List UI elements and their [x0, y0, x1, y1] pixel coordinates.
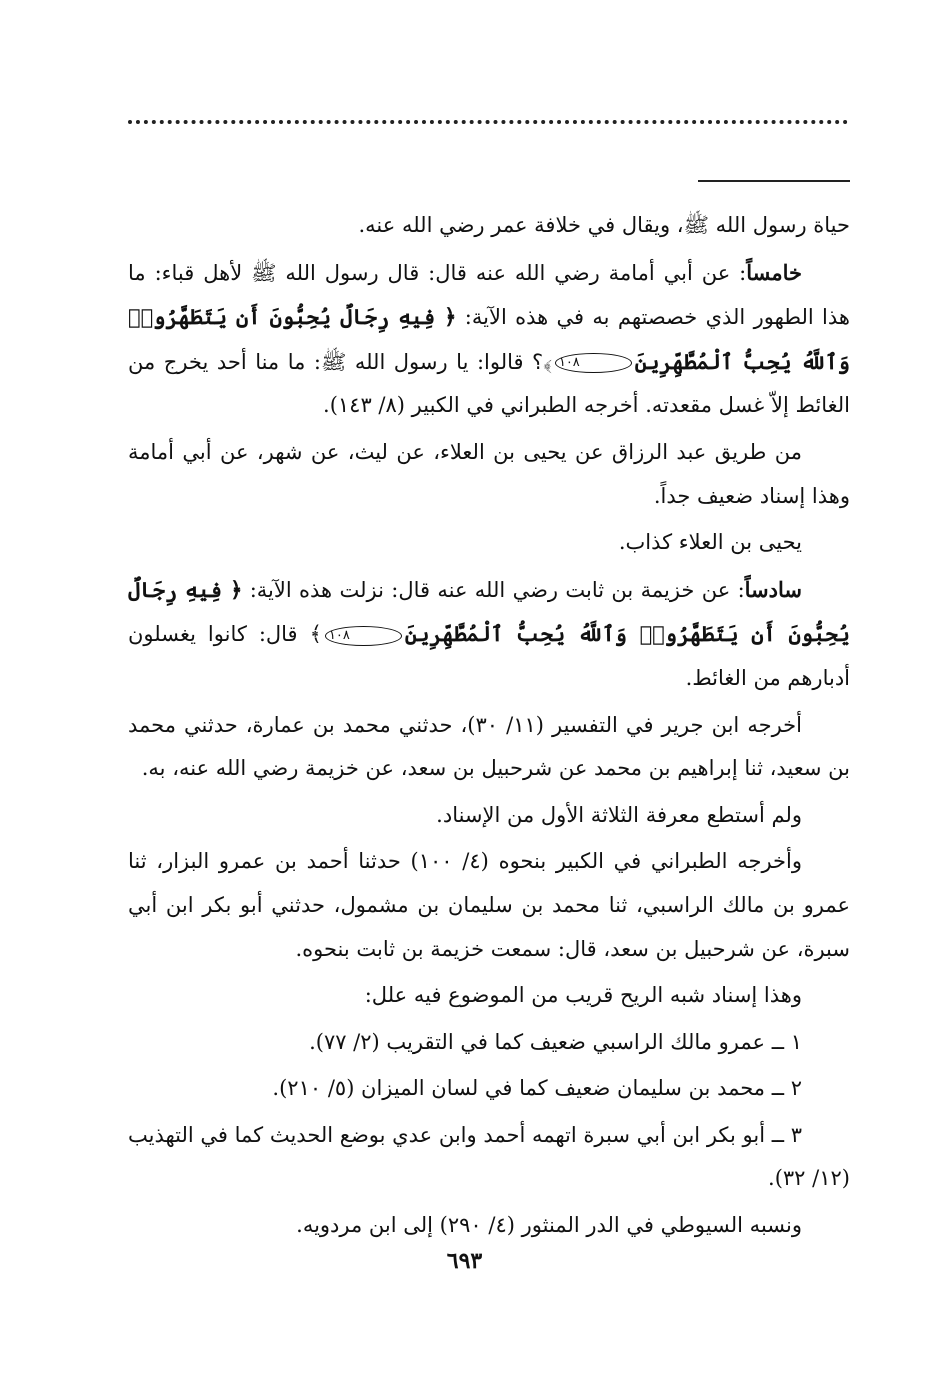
list-item: ٢ ــ محمد بن سليمان ضعيف كما في لسان الميزان (٥/ ٢١٠). — [272, 1076, 802, 1101]
paragraph-text: : عن خزيمة بن ثابت رضي الله عنه قال: نزلت هذه الآية: — [242, 577, 745, 602]
paragraph-text: : عن أبي أمامة رضي الله عنه قال: قال رسول الله ﷺ لأهل قباء: ما هذا الطهور الذي خصصتهم به في هذه الآية: — [128, 260, 850, 330]
paragraph: ولم أستطع معرفة الثلاثة الأول من الإسناد. — [436, 802, 802, 827]
dotted-separator — [128, 120, 848, 124]
paragraph-sixth — [128, 568, 850, 701]
paragraph: يحيى بن العلاء كذاب. — [618, 530, 802, 555]
section-lead: خامساً — [746, 259, 802, 285]
paragraph: من طريق عبد الرزاق عن يحيى بن العلاء، عن ليث، عن شهر، عن أبي أمامة وهذا إسناد ضعيف جداً. — [128, 439, 850, 508]
list-item: ٣ ــ أبو بكر ابن أبي سبرة اتهمه أحمد وابن عدي بوضع الحديث كما في التهذيب (١٢/ ٣٢). — [128, 1122, 850, 1191]
section-lead: سادساً — [744, 576, 802, 602]
ayah-number-mark: ١٠٨ — [555, 353, 632, 373]
paragraph: وهذا إسناد شبه الريح قريب من الموضوع فيه علل: — [364, 983, 802, 1008]
list-item: ١ ــ عمرو مالك الراسبي ضعيف كما في التقريب (٢/ ٧٧). — [309, 1029, 802, 1054]
paragraph: أخرجه ابن جرير في التفسير (١١/ ٣٠)، حدثني محمد بن عمارة، حدثني محمد بن سعيد، ثنا إبراهيم بن محمد عن شرحبيل بن سعد، عن خزيمة رضي الله عنه، به. — [128, 712, 850, 781]
paragraph: ونسبه السيوطي في الدر المنثور (٤/ ٢٩٠) إلى ابن مردويه. — [296, 1213, 802, 1238]
paragraph-text: ﴾؟ قالوا: يا رسول الله ﷺ: ما منا أحد يخرج من الغائط إلاّ غسل مقعدته. أخرجه الطبراني في الكبير (٨/ ١٤٣). — [128, 349, 850, 418]
paragraph: وأخرجه الطبراني في الكبير بنحوه (٤/ ١٠٠) حدثنا أحمد بن عمرو البزار، ثنا عمرو بن مالك الراسبي، ثنا محمد بن سليمان بن مشمول، حدثني أبو بكر ابن أبي سبرة، عن شرحبيل بن سعد، قال: سمعت خزيمة بن ثابت بنحوه. — [128, 849, 850, 961]
quran-verse: ﴿ فِيهِ رِجَالٌ يُحِبُّونَ أَن يَتَطَهَّرُوا۟ وَٱللَّهُ يُحِبُّ ٱلْمُطَّهِّرِينَ — [128, 576, 850, 647]
ayah-number-mark: ١٠٨ — [325, 626, 402, 646]
paragraph-text: ﴾ قال: كانوا يغسلون أدبارهم من الغائط. — [128, 622, 850, 690]
footnote-body — [128, 204, 850, 1248]
page-number: ٦٩٣ — [446, 1248, 483, 1274]
quran-verse: ﴿ فِيهِ رِجَالٌ يُحِبُّونَ أَن يَتَطَهَّرُوا۟ وَٱللَّهُ يُحِبُّ ٱلْمُطَّهِّرِينَ — [128, 304, 850, 374]
paragraph-fifth — [128, 251, 850, 428]
footnote-rule — [698, 180, 850, 182]
paragraph: حياة رسول الله ﷺ، ويقال في خلافة عمر رضي الله عنه. — [358, 213, 850, 237]
